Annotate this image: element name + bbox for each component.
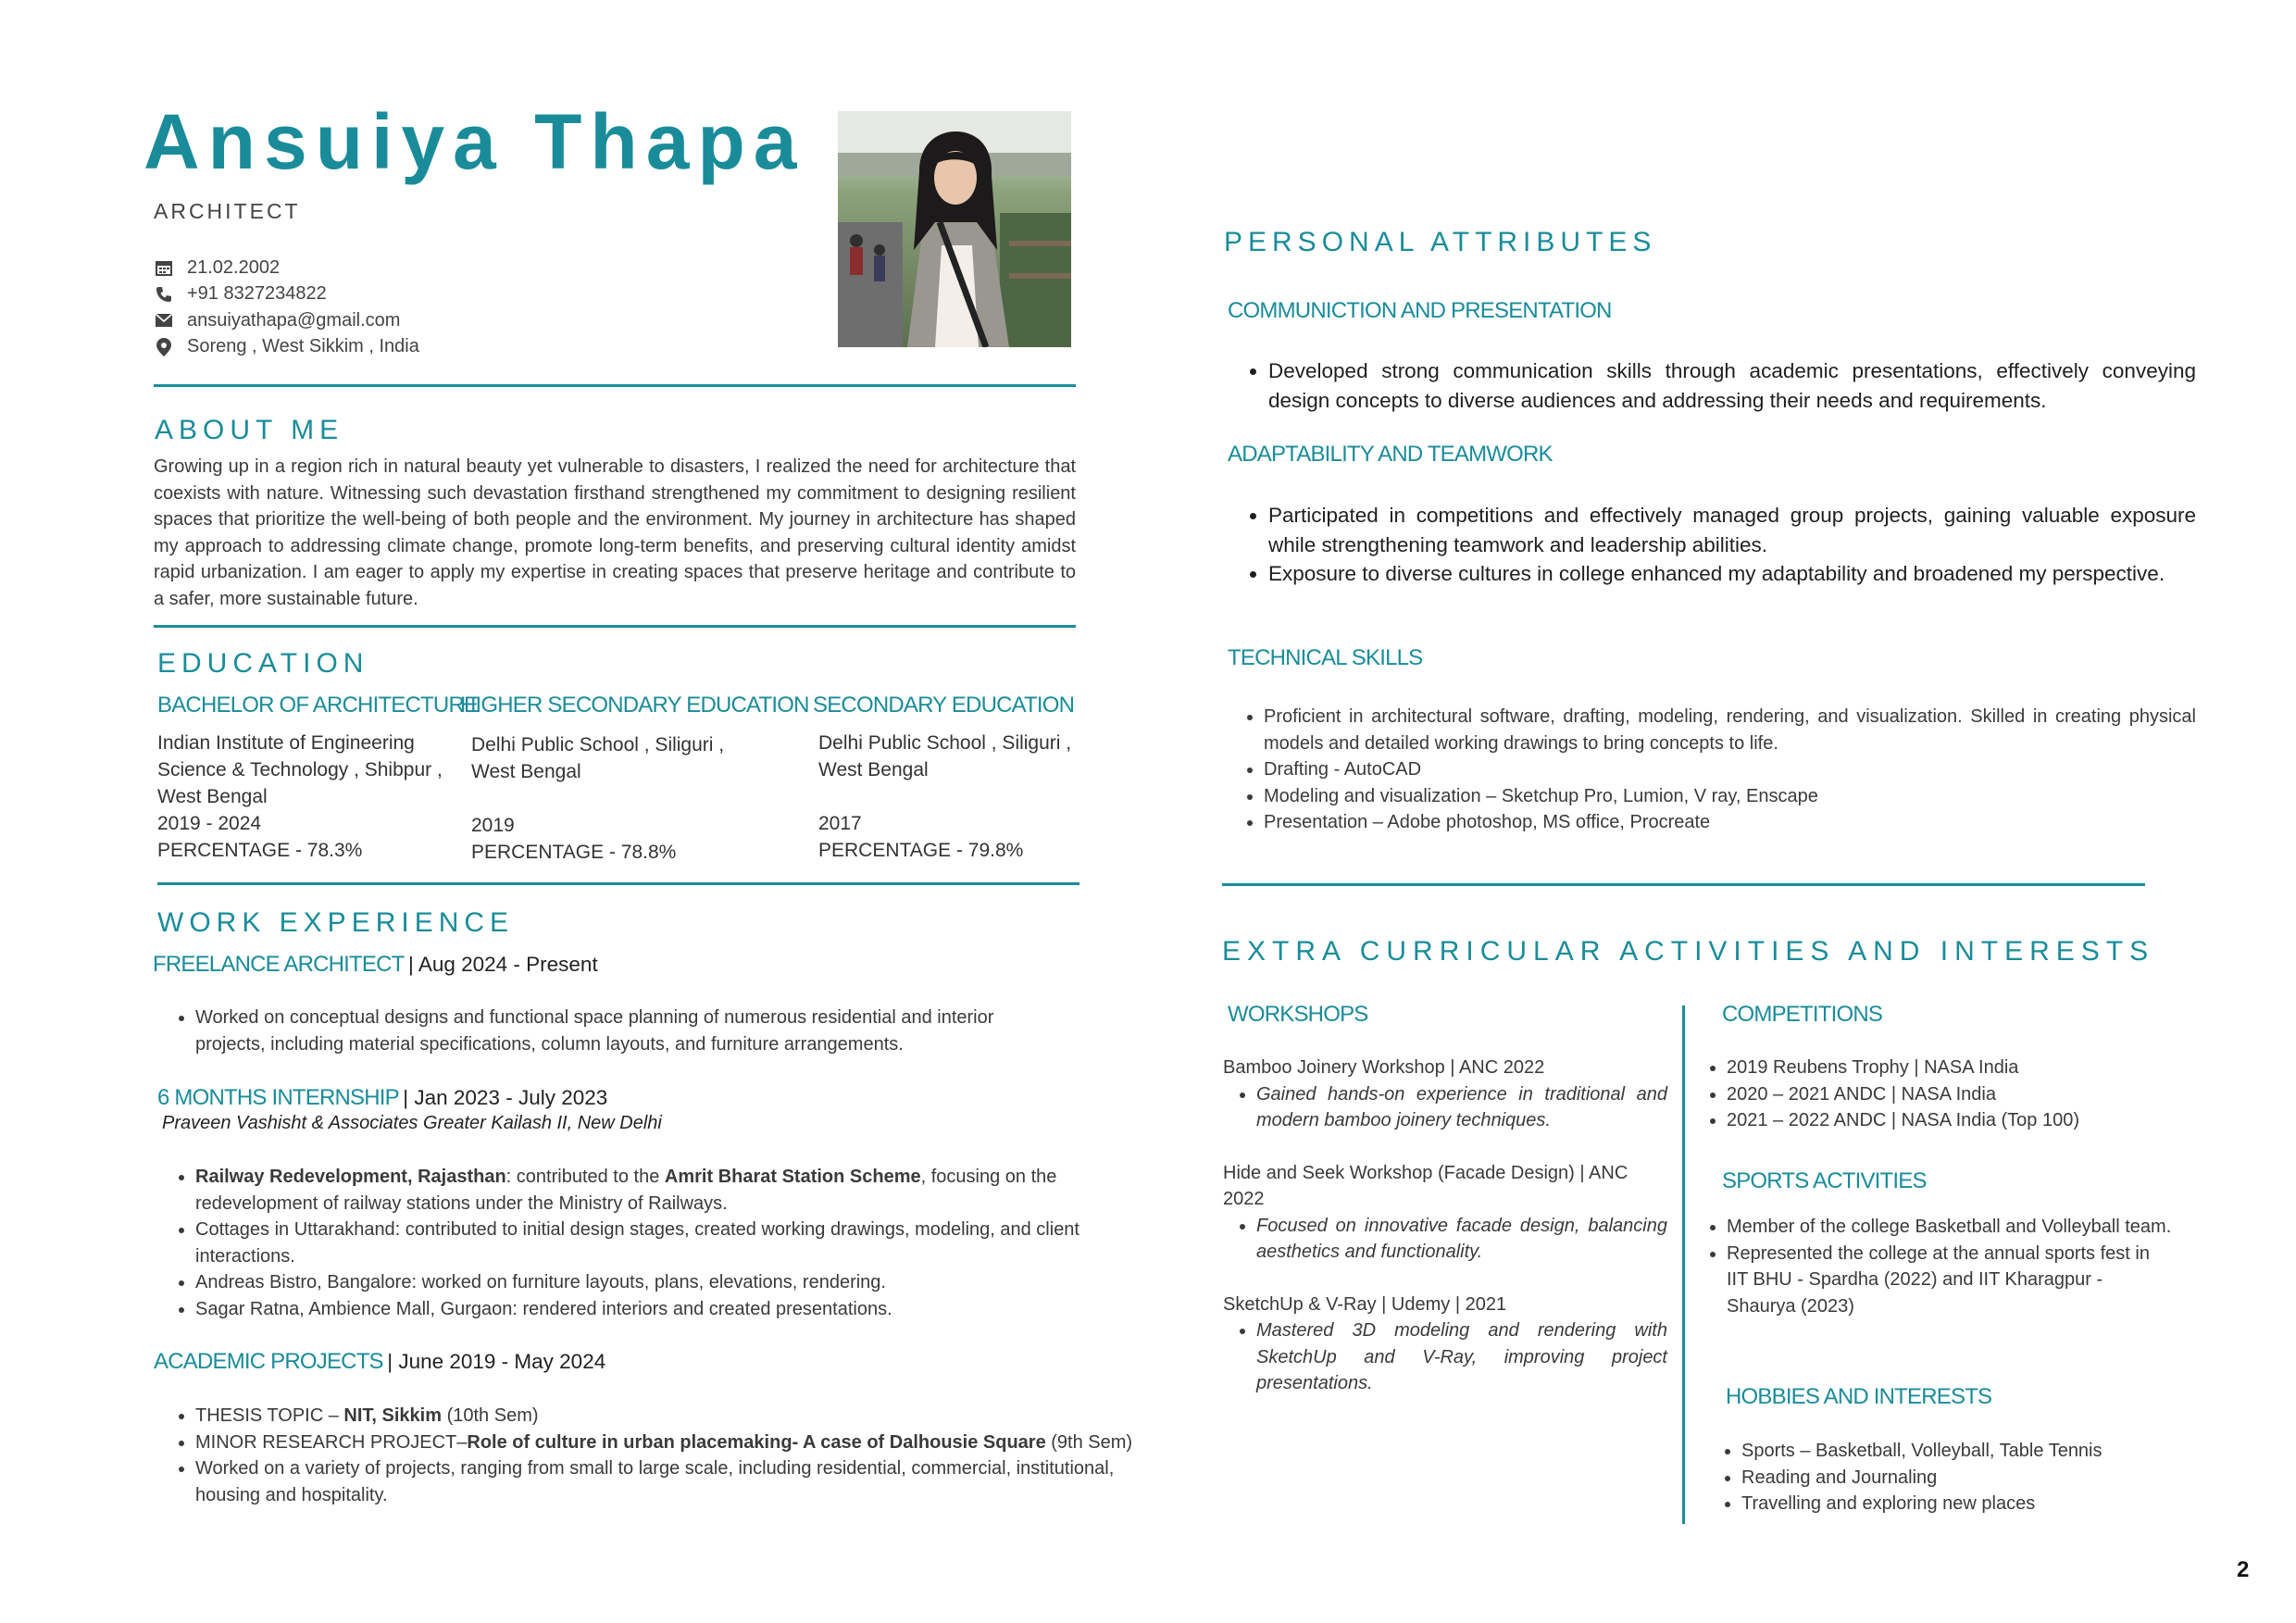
education-title: EDUCATION bbox=[157, 648, 369, 679]
email-text[interactable]: ansuiyathapa@gmail.com bbox=[187, 309, 401, 331]
comm-bullet-1: • Developed strong communication skills through academic presentations, effectively conveying design concepts to diverse audiences and addressing their needs and requirements. bbox=[1268, 356, 2196, 415]
competition-item: • 2020 – 2021 ANDC | NASA India bbox=[1727, 1081, 2208, 1108]
calendar-icon bbox=[154, 257, 174, 278]
workshop-3-desc: • Mastered 3D modeling and rendering with SketchUp and V-Ray, improving project presentations. bbox=[1256, 1317, 1667, 1397]
education-hs-inst2: West Bengal bbox=[471, 761, 581, 782]
phone-text[interactable]: +91 8327234822 bbox=[187, 283, 327, 305]
location-text: Soreng , West Sikkim , India bbox=[187, 336, 419, 357]
competitions-list bbox=[1685, 1055, 2208, 1134]
comm-title: COMMUNICTION AND PRESENTATION bbox=[1228, 298, 1612, 323]
academic-b1-bold: NIT, Sikkim bbox=[343, 1405, 443, 1426]
academic-heading bbox=[154, 1349, 605, 1375]
academic-b2-pre: MINOR RESEARCH PROJECT– bbox=[195, 1431, 468, 1453]
education-higher-secondary bbox=[460, 693, 812, 866]
internship-period: | Jan 2023 - July 2023 bbox=[403, 1086, 608, 1109]
competition-item: • 2021 – 2022 ANDC | NASA India (Top 100) bbox=[1727, 1107, 2208, 1134]
adapt-list bbox=[1227, 501, 2196, 589]
contact-dob bbox=[154, 255, 419, 281]
freelance-role: FREELANCE ARCHITECT bbox=[153, 952, 405, 977]
workshop-3-desc-list bbox=[1223, 1317, 1667, 1397]
hobbies-title: HOBBIES AND INTERESTS bbox=[1726, 1384, 1992, 1409]
adapt-bullet-2: • Exposure to diverse cultures in college enhanced my adaptability and broadened my perspective. bbox=[1268, 559, 2196, 589]
work-title: WORK EXPERIENCE bbox=[157, 907, 515, 938]
education-hs-pct: PERCENTAGE - 78.8% bbox=[471, 842, 677, 863]
workshop-2: Hide and Seek Workshop (Facade Design) | ANC 2022 bbox=[1223, 1162, 1628, 1209]
about-text: Growing up in a region rich in natural beauty yet vulnerable to disasters, I realized the need for architecture that coexists with nature. Witnessing such devastation firsthand strengthened my commitment to designing resilient spaces that prioritize the well-being of both people and the environment. My journey in architecture has shaped my approach to addressing climate change, promote long-term benefits, and preserving cultural identity amidst rapid urbanization. I am eager to apply my expertise in creating spaces that preserve heritage and contribute to a safer, more sustainable future. bbox=[154, 456, 1076, 609]
workshop-1: Bamboo Joinery Workshop | ANC 2022 bbox=[1223, 1057, 1545, 1078]
extra-title: EXTRA CURRICULAR ACTIVITIES AND INTERESTS bbox=[1222, 936, 2155, 967]
candidate-role: ARCHITECT bbox=[154, 199, 301, 223]
candidate-name: Ansuiya Thapa bbox=[144, 98, 805, 185]
internship-role: 6 MONTHS INTERNSHIP bbox=[157, 1085, 399, 1110]
education-bachelor-inst2: Science & Technology , Shibpur , bbox=[157, 759, 443, 780]
dob-text: 21.02.2002 bbox=[187, 256, 281, 278]
freelance-period: | Aug 2024 - Present bbox=[407, 953, 598, 976]
tech-list bbox=[1222, 704, 2196, 836]
academic-period: | June 2019 - May 2024 bbox=[387, 1350, 606, 1373]
academic-bullet-1 bbox=[195, 1403, 1140, 1429]
hobby-item: • Reading and Journaling bbox=[1741, 1465, 2186, 1492]
education-sec-inst2: West Bengal bbox=[818, 759, 929, 780]
workshop-2-desc-list bbox=[1223, 1213, 1667, 1266]
hobby-item: • Sports – Basketball, Volleyball, Table Tennis bbox=[1741, 1438, 2186, 1465]
academic-b1-end: (10th Sem) bbox=[442, 1405, 539, 1426]
contact-info bbox=[154, 255, 419, 360]
attributes-title: PERSONAL ATTRIBUTES bbox=[1224, 227, 1657, 257]
adapt-bullet-1: • Participated in competitions and effectively managed group projects, gaining valuable exposure while strengthening teamwork and leadership abilities. bbox=[1268, 501, 2196, 559]
competition-item: • 2019 Reubens Trophy | NASA India bbox=[1727, 1055, 2208, 1081]
tech-bullet-2: • Drafting - AutoCAD bbox=[1264, 756, 2196, 783]
education-bachelor-heading: BACHELOR OF ARCHITECTURE bbox=[157, 693, 479, 718]
freelance-bullet: • Worked on conceptual designs and functional space planning of numerous residential and interior projects, including material specifications, column layouts, and furniture arrangements. bbox=[195, 1005, 1056, 1057]
phone-icon bbox=[154, 284, 174, 305]
internship-b1-bold2: Amrit Bharat Station Scheme bbox=[664, 1167, 921, 1187]
academic-b2-end: (9th Sem) bbox=[1045, 1431, 1133, 1453]
education-secondary bbox=[813, 693, 1091, 864]
hobby-item: • Travelling and exploring new places bbox=[1741, 1491, 2186, 1517]
academic-list bbox=[154, 1403, 1140, 1508]
email-icon bbox=[154, 310, 174, 331]
competitions-title: COMPETITIONS bbox=[1722, 1002, 1883, 1027]
internship-list bbox=[154, 1164, 1112, 1322]
education-bachelor bbox=[157, 693, 479, 864]
about-title: ABOUT ME bbox=[155, 415, 344, 445]
education-hs-inst1: Delhi Public School , Siliguri , bbox=[471, 734, 725, 755]
location-pin-icon bbox=[154, 337, 174, 357]
academic-bullet-2 bbox=[195, 1429, 1140, 1456]
sports-item: • Member of the college Basketball and Volleyball team. bbox=[1727, 1214, 2173, 1241]
page-number: 2 bbox=[2237, 1557, 2250, 1582]
workshop-3: SketchUp & V-Ray | Udemy | 2021 bbox=[1223, 1293, 1507, 1315]
workshop-1-desc-list bbox=[1223, 1081, 1667, 1134]
internship-bullet-3: • Andreas Bistro, Bangalore: worked on furniture layouts, plans, elevations, rendering. bbox=[195, 1269, 1112, 1296]
education-bachelor-inst3: West Bengal bbox=[157, 786, 268, 807]
divider-about bbox=[154, 625, 1076, 628]
sports-item: • Represented the college at the annual sports fest in IIT BHU - Spardha (2022) and IIT Kharagpur - Shaurya (2023) bbox=[1727, 1241, 2173, 1320]
adapt-title: ADAPTABILITY AND TEAMWORK bbox=[1228, 442, 1553, 467]
divider-education bbox=[157, 882, 1079, 885]
comm-list bbox=[1227, 356, 2196, 415]
education-bachelor-inst1: Indian Institute of Engineering bbox=[157, 732, 415, 754]
education-bachelor-year: 2019 - 2024 bbox=[157, 813, 262, 834]
tech-bullet-3: • Modeling and visualization – Sketchup Pro, Lumion, V ray, Enscape bbox=[1264, 783, 2196, 810]
profile-photo bbox=[838, 111, 1071, 347]
academic-b1-pre: THESIS TOPIC – bbox=[195, 1405, 344, 1426]
internship-firm: Praveen Vashisht & Associates Greater Kailash II, New Delhi bbox=[162, 1113, 662, 1133]
workshop-2-desc: • Focused on innovative facade design, balancing aesthetics and functionality. bbox=[1256, 1213, 1667, 1266]
academic-bullet-3: • Worked on a variety of projects, ranging from small to large scale, including residential, commercial, institutional, housing and hospitality. bbox=[195, 1455, 1140, 1508]
academic-b2-bold: Role of culture in urban placemaking- A case of Dalhousie Square bbox=[467, 1431, 1046, 1453]
education-sec-heading: SECONDARY EDUCATION bbox=[813, 693, 1075, 718]
hobbies-list bbox=[1700, 1438, 2186, 1517]
sports-title: SPORTS ACTIVITIES bbox=[1722, 1168, 1927, 1193]
divider-header bbox=[154, 384, 1076, 387]
tech-title: TECHNICAL SKILLS bbox=[1228, 645, 1423, 670]
education-sec-year: 2017 bbox=[818, 813, 862, 834]
education-sec-inst1: Delhi Public School , Siliguri , bbox=[818, 732, 1072, 754]
academic-role: ACADEMIC PROJECTS bbox=[154, 1349, 383, 1374]
internship-b1-mid: : contributed to the bbox=[505, 1167, 665, 1187]
education-hs-heading: HIGHER SECONDARY EDUCATION bbox=[460, 693, 809, 718]
contact-phone bbox=[154, 281, 419, 308]
internship-heading bbox=[157, 1085, 607, 1111]
tech-bullet-1: • Proficient in architectural software, drafting, modeling, rendering, and visualization. Skilled in creating physical models and detailed working drawings to bring concepts to life. bbox=[1264, 704, 2196, 756]
education-sec-pct: PERCENTAGE - 79.8% bbox=[818, 840, 1024, 861]
internship-bullet-1 bbox=[195, 1164, 1112, 1217]
freelance-heading bbox=[153, 952, 598, 978]
workshops-list bbox=[1223, 1055, 1667, 1397]
workshops-title: WORKSHOPS bbox=[1228, 1002, 1368, 1027]
contact-email bbox=[154, 307, 419, 334]
education-hs-year: 2019 bbox=[471, 815, 515, 836]
contact-location bbox=[154, 334, 419, 361]
internship-bullet-4: • Sagar Ratna, Ambience Mall, Gurgaon: rendered interiors and created presentations. bbox=[195, 1296, 1112, 1323]
tech-bullet-4: • Presentation – Adobe photoshop, MS office, Procreate bbox=[1264, 809, 2196, 836]
freelance-list bbox=[154, 1005, 1056, 1057]
internship-bullet-2: • Cottages in Uttarakhand: contributed to initial design stages, created working drawings, modeling, and client interactions. bbox=[195, 1217, 1112, 1269]
internship-b1-bold: Railway Redevelopment, Rajasthan bbox=[195, 1167, 506, 1187]
internship-b1-end: , focusing on the redevelopment of railway stations under the Ministry of Railways. bbox=[195, 1167, 1057, 1214]
workshop-1-desc: • Gained hands-on experience in traditional and modern bamboo joinery techniques. bbox=[1256, 1081, 1667, 1134]
sports-list bbox=[1685, 1214, 2173, 1319]
divider-attributes bbox=[1222, 883, 2145, 886]
education-bachelor-pct: PERCENTAGE - 78.3% bbox=[157, 840, 363, 861]
